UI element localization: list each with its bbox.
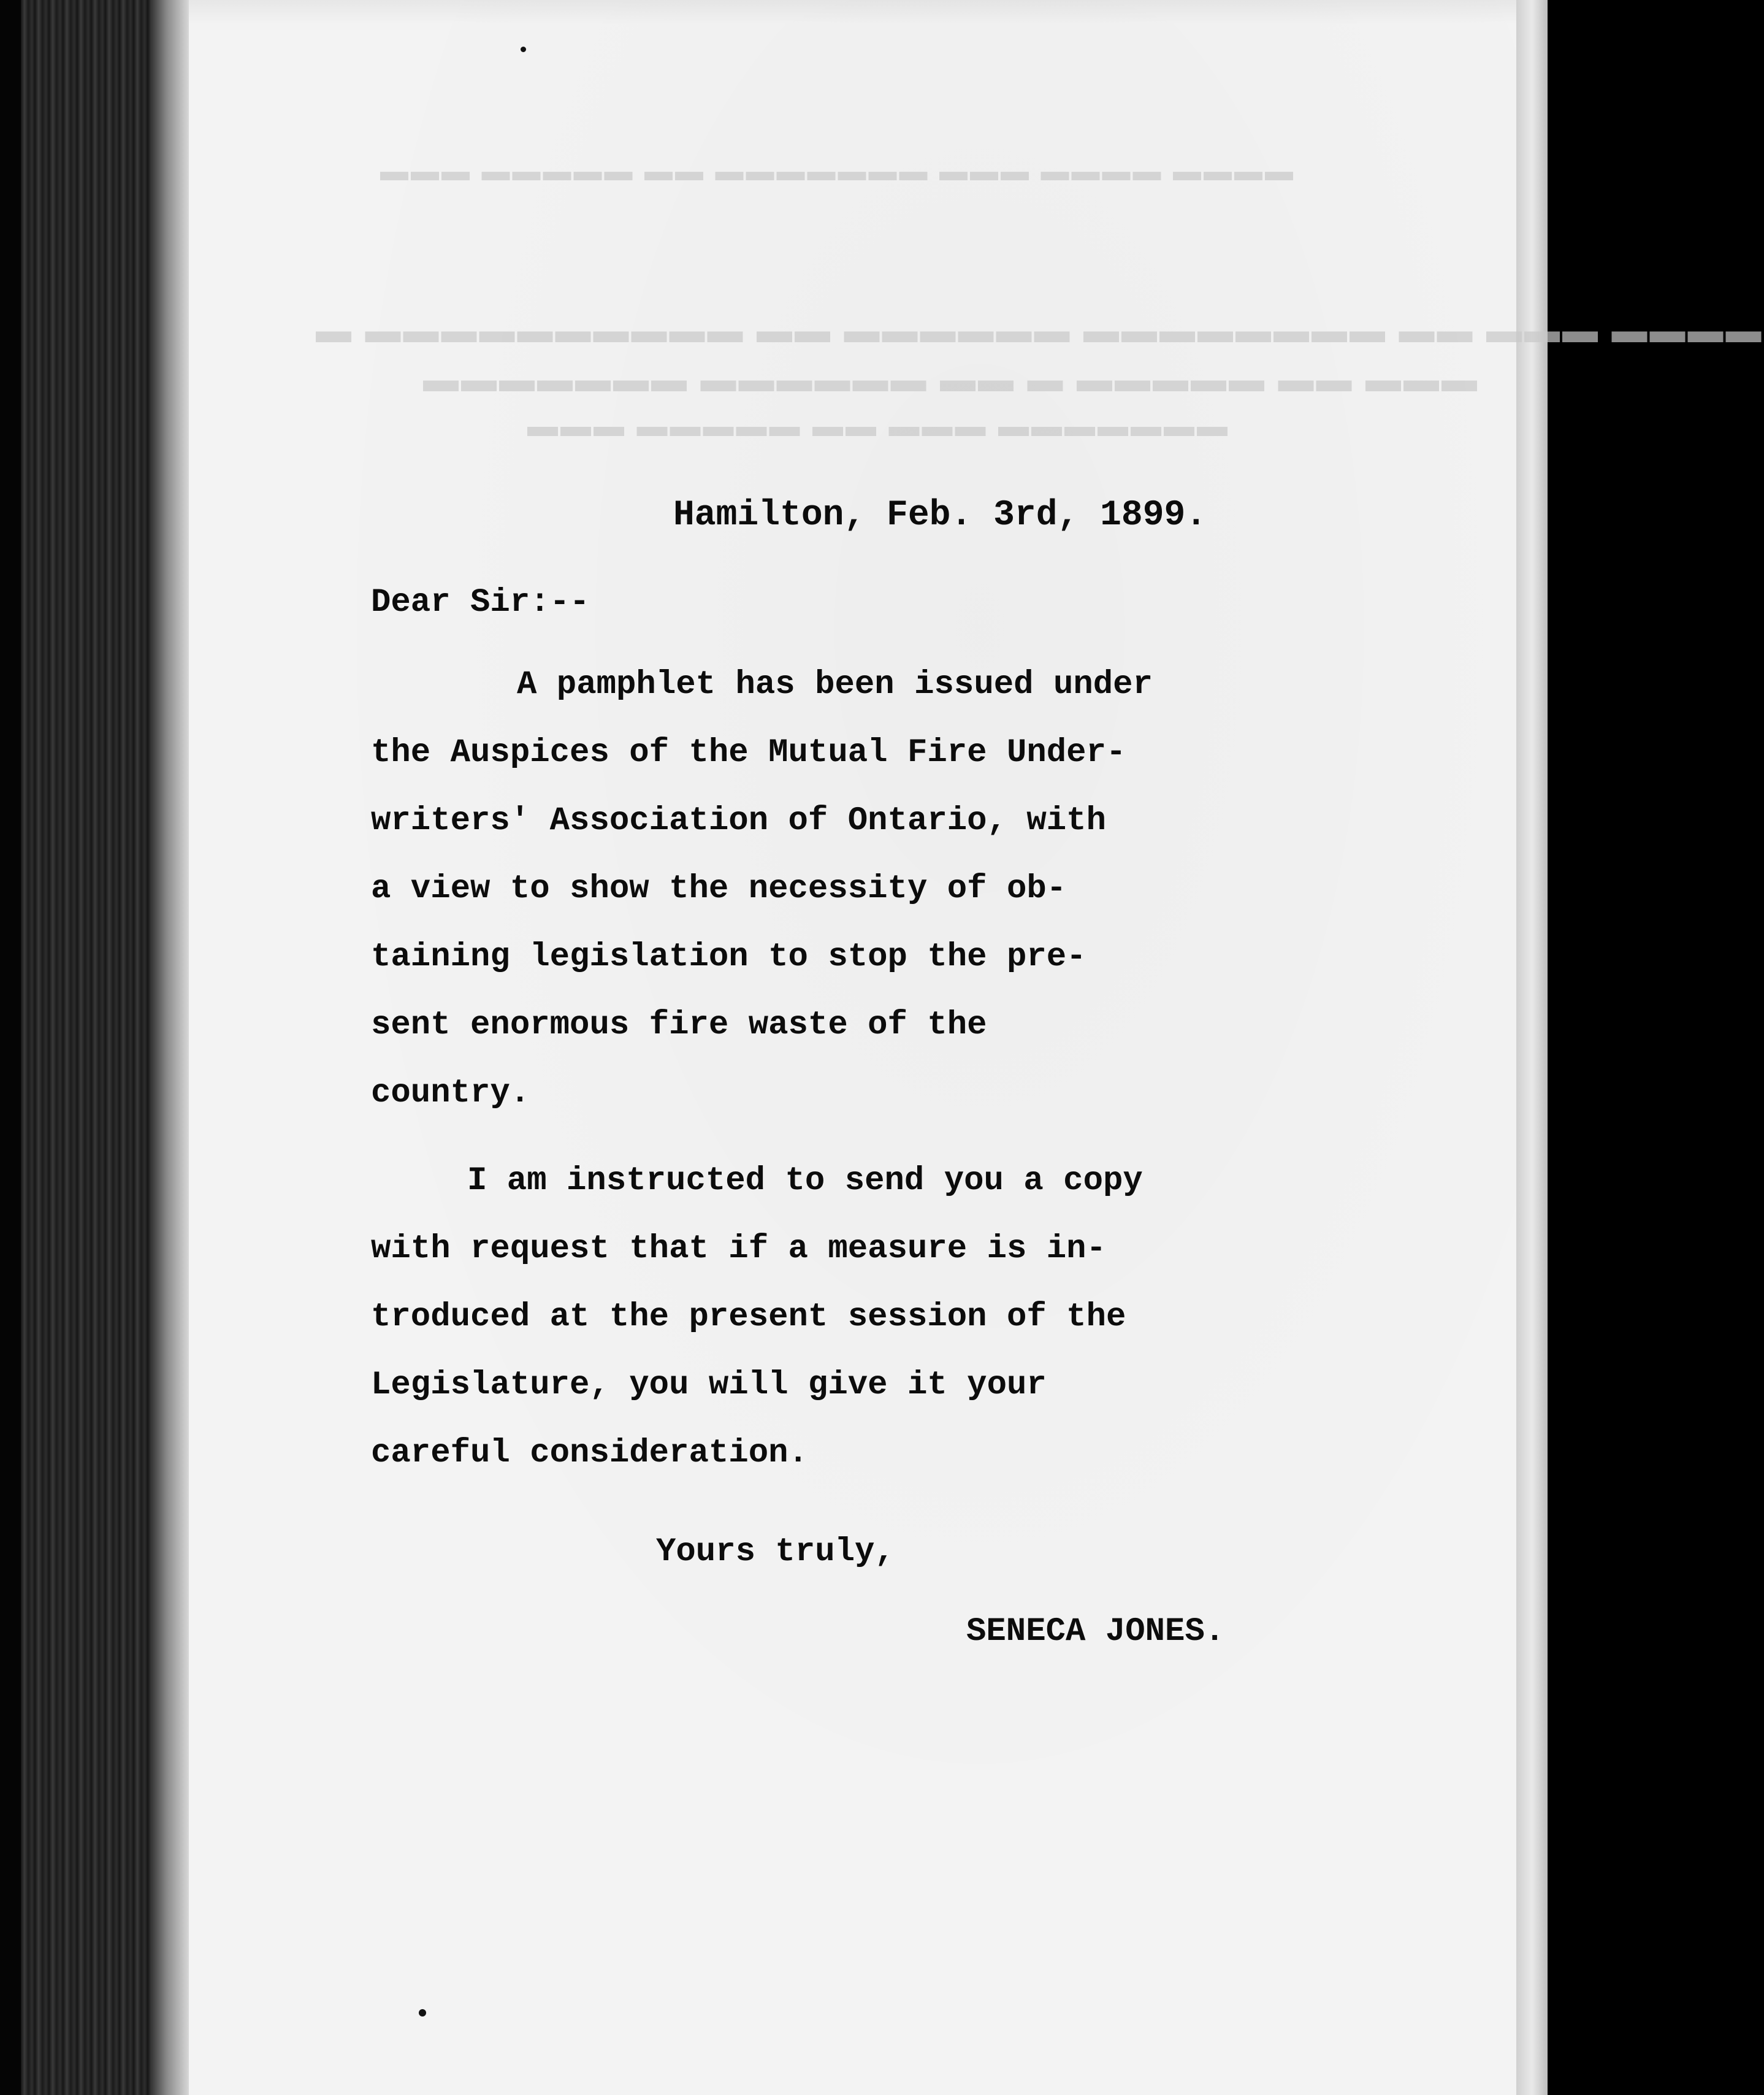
paragraph-2-line: I am instructed to send you a copy (467, 1162, 1143, 1200)
paragraph-2-line: careful consideration. (371, 1434, 808, 1472)
paragraph-1-line: writers' Association of Ontario, with (371, 802, 1106, 840)
paragraph-1-line: taining legislation to stop the pre- (371, 938, 1086, 976)
signature: SENECA JONES. (966, 1613, 1225, 1650)
paragraph-2-line: with request that if a measure is in- (371, 1230, 1106, 1268)
paragraph-1-line: sent enormous fire waste of the (371, 1006, 987, 1044)
paragraph-1-line: the Auspices of the Mutual Fire Under- (371, 734, 1126, 772)
dateline: Hamilton, Feb. 3rd, 1899. (673, 496, 1207, 535)
paragraph-1-line: a view to show the necessity of ob- (371, 870, 1067, 908)
bleed-through-text: ▬▬▬ ▬▬▬▬▬ ▬▬ ▬▬▬▬▬▬▬ ▬▬▬ ▬▬▬▬ ▬▬▬▬ (380, 155, 1296, 186)
salutation: Dear Sir:-- (371, 584, 590, 621)
bleed-through-text: ▬ ▬▬▬▬▬▬▬▬▬▬ ▬▬ ▬▬▬▬▬▬ ▬▬▬▬▬▬▬▬ ▬▬ ▬▬▬ ▬▬▬▬ (316, 310, 1764, 350)
bleed-through-text: ▬▬▬▬▬▬▬ ▬▬▬▬▬▬ ▬▬ ▬ ▬▬▬▬▬ ▬▬ ▬▬▬ (423, 359, 1480, 399)
closing: Yours truly, (656, 1533, 895, 1571)
bleed-through-text: ▬▬▬ ▬▬▬▬▬ ▬▬ ▬▬▬ ▬▬▬▬▬▬▬ (527, 408, 1230, 443)
paragraph-2-line: troduced at the present session of the (371, 1298, 1126, 1336)
paragraph-2-line: Legislature, you will give it your (371, 1366, 1047, 1404)
paragraph-1-line: A pamphlet has been issued under (517, 666, 1153, 703)
paragraph-1-line: country. (371, 1074, 530, 1112)
